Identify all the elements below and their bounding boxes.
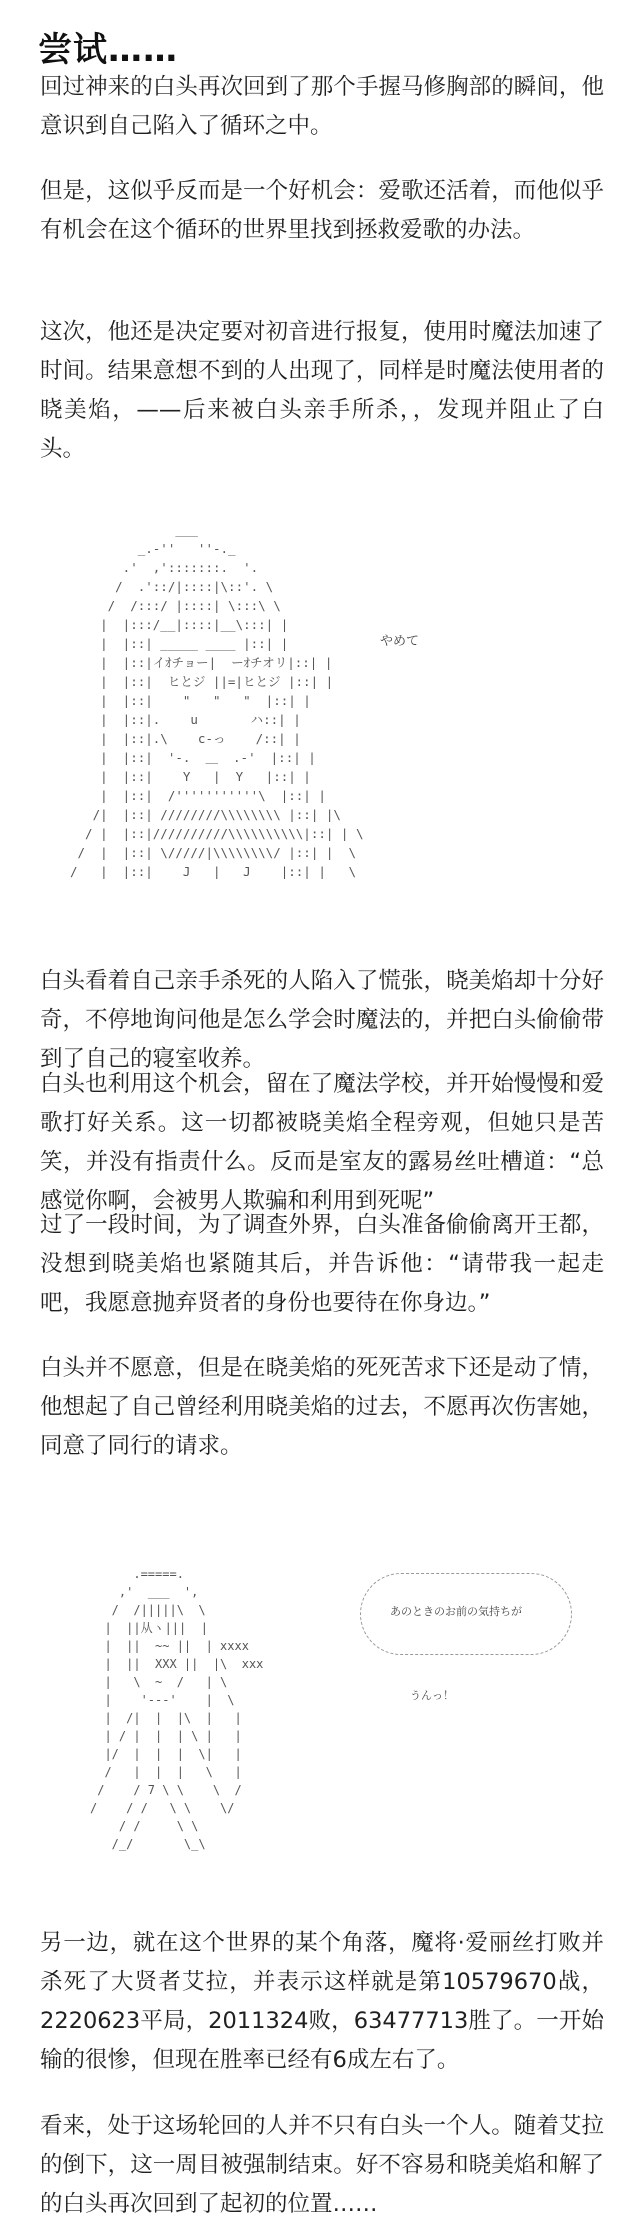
ascii-art-1: ___ _.-'' ''-._ .' ,':::::::. '. / .'::/|::::|\::'. \ / /:::/ |::::| \:::\ \ | |:::/__|::::|__\:::| | | |::| _____ ____ |::| | | |::|イｵチョー| ーｵチオリ|::| | | |::| ヒとジ ||=|ヒとジ |::| | | |::| " " " |::| | | |::|. u ハ::| | | |::|.\ c-っ /::| | | |::| '-. ＿ .-' |::| | | |::| Y | Y |::| | | |::| /'''''''''''\ |::| | /| |::| ////////\\\\\\\\ |::| |\ / | |::|//////////\\\\\\\\\\|::| | \ / | |::| \/////|\\\\\\\\/ |::| | \ / | |::| J | J |::| | \ xyxy=(70,522,364,879)
ascii-art-figure-1 xyxy=(70,520,470,910)
ascii-art-2-speech-2: うんっ！ xyxy=(410,1689,454,1702)
paragraph-7: 白头并不愿意，但是在晓美焰的死死苦求下还是动了情，他想起了自己曾经利用晓美焰的过去，不愿再次伤害她，同意了同行的请求。 xyxy=(40,1355,604,1459)
ascii-art-2: .=====. ,' ___ ', / /|||||\ \ | ||从ヽ||| | | || ~~ || | xxxx | || XXX || |\ xxx | \ ~ / | \ | '---' | \ | /| | |\ | | | / | | | \ | | |/ | | | \| | / | | | \ | / / 7 \ \ \ / / / / \ \ \/ / / \ \ /_/ \_\ xyxy=(90,1567,264,1851)
paragraph-5: 白头也利用这个机会，留在了魔法学校，并开始慢慢和爱歌打好关系。这一切都被晓美焰全程旁观，但她只是苦笑，并没有指责什么。反而是室友的露易丝吐槽道：“总感觉你啊，会被男人欺骗和利用到死呢” xyxy=(40,1071,604,1214)
paragraph-4: 白头看着自己亲手杀死的人陷入了慌张，晓美焰却十分好奇，不停地询问他是怎么学会时魔法的，并把白头偷偷带到了自己的寝室收养。 xyxy=(40,968,604,1072)
paragraph-6: 过了一段时间，为了调查外界，白头准备偷偷离开王都，没想到晓美焰也紧随其后，并告诉他：“请带我一起走吧，我愿意抛弃贤者的身份也要待在你身边。” xyxy=(40,1212,604,1316)
paragraph-8: 另一边，就在这个世界的某个角落，魔将·爱丽丝打败并杀死了大贤者艾拉，并表示这样就是第10579670战，2220623平局，2011324败，63477713胜了。一开始输的很惨，但现在胜率已经有6成左右了。 xyxy=(40,1930,604,2073)
paragraph-9: 看来，处于这场轮回的人并不只有白头一个人。随着艾拉的倒下，这一周目被强制结束。好不容易和晓美焰和解了的白头再次回到了起初的位置…… xyxy=(40,2113,604,2217)
paragraph-2: 但是，这似乎反而是一个好机会：爱歌还活着，而他似乎有机会在这个循环的世界里找到拯救爱歌的办法。 xyxy=(40,178,604,243)
paragraph-3: 这次，他还是决定要对初音进行报复，使用时魔法加速了时间。结果意想不到的人出现了，同样是时魔法使用者的晓美焰，——后来被白头亲手所杀，，发现并阻止了白头。 xyxy=(40,319,604,462)
ascii-art-2-speech-1: あのときのお前の気持ちが xyxy=(390,1605,522,1618)
ascii-art-figure-2 xyxy=(90,1565,570,1865)
ascii-art-1-speech: やめて xyxy=(380,634,420,649)
section-title: 尝试…… xyxy=(38,30,178,70)
paragraph-1: 回过神来的白头再次回到了那个手握马修胸部的瞬间，他意识到自己陷入了循环之中。 xyxy=(40,74,604,139)
